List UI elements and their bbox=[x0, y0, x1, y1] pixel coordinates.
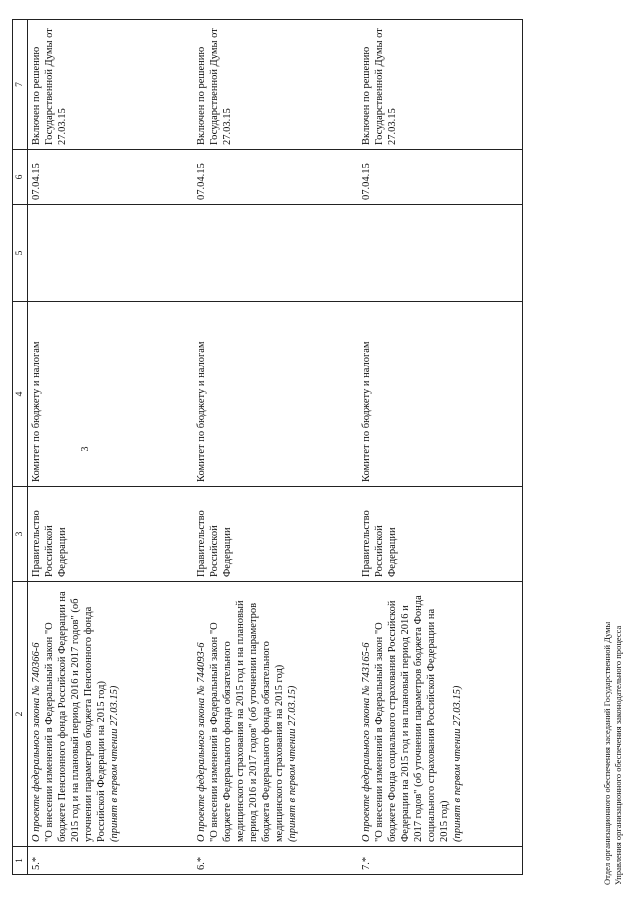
col-header-3: 3 bbox=[13, 487, 28, 582]
bill-title: О проекте федерального закона № 743165-6 bbox=[360, 642, 372, 842]
date-cell: 07.04.15 bbox=[358, 150, 523, 205]
col-header-6: 6 bbox=[13, 150, 28, 205]
col-header-1: 1 bbox=[13, 847, 28, 875]
bill-description bbox=[28, 582, 193, 847]
bill-description bbox=[193, 582, 358, 847]
col-header-4: 4 bbox=[13, 302, 28, 487]
bill-status: (принят в первом чтении 27.03.15) bbox=[451, 685, 463, 842]
bill-body: "О внесении изменений в Федеральный закон "О бюджете Фонда социального страхования Российской Федерации на 2015 год и на плановый период 2016 и 2017 годов" (об уточнении параметров бюджета Фонда социального страхования Российской Федерации на 2015 год) bbox=[373, 595, 450, 842]
bill-body: "О внесении изменений в Федеральный закон "О бюджете Пенсионного фонда Российской Федерации на 2015 год и на плановый период 2016 и 2017 годов" (об уточнении параметров бюджета Пенсионного фонда Российской Федерации на 2015 год) bbox=[44, 591, 107, 842]
committee: Комитет по бюджету и налогам bbox=[28, 302, 193, 487]
col-header-7: 7 bbox=[13, 20, 28, 150]
table-row bbox=[193, 20, 358, 875]
bill-body: "О внесении изменений в Федеральный закон "О бюджете Федерального фонда обязательного медицинского страхования на 2015 год и на плановый период 2016 и 2017 годов" (об уточнении параметров бюджета Федерального фонда обязательного медицинского страхования на 2015 год) bbox=[208, 600, 285, 842]
row-number: 5.* bbox=[28, 847, 193, 875]
bill-author: Правительство Российской Федерации bbox=[28, 487, 193, 582]
date-cell: 07.04.15 bbox=[28, 150, 193, 205]
table-row bbox=[358, 20, 523, 875]
page-number: 3 bbox=[80, 446, 91, 452]
col5-cell bbox=[28, 205, 193, 302]
footer-note bbox=[602, 622, 624, 885]
bill-author: Правительство Российской Федерации bbox=[358, 487, 523, 582]
date-cell: 07.04.15 bbox=[193, 150, 358, 205]
committee: Комитет по бюджету и налогам bbox=[358, 302, 523, 487]
decision-cell: Включен по решению Государственной Думы от 27.03.15 bbox=[193, 20, 358, 150]
bill-status: (принят в первом чтении 27.03.15) bbox=[286, 685, 298, 842]
bill-status: (принят в первом чтении 27.03.15) bbox=[109, 685, 120, 842]
footer-line-2: Управления организационного обеспечения законодательного процесса bbox=[613, 625, 623, 885]
col-header-2: 2 bbox=[13, 582, 28, 847]
header-row bbox=[13, 20, 28, 875]
decision-cell: Включен по решению Государственной Думы от 27.03.15 bbox=[358, 20, 523, 150]
table-row bbox=[28, 20, 193, 875]
footer-line-1: Отдел организационного обеспечения заседаний Государственной Думы bbox=[602, 621, 612, 885]
row-number: 7.* bbox=[358, 847, 523, 875]
decision-cell: Включен по решению Государственной Думы от 27.03.15 bbox=[28, 20, 193, 150]
bill-title: О проекте федерального закона № 740366-6 bbox=[31, 642, 42, 842]
col5-cell bbox=[358, 205, 523, 302]
row-number: 6.* bbox=[193, 847, 358, 875]
bill-title: О проекте федерального закона № 744093-6 bbox=[195, 642, 207, 842]
col-header-5: 5 bbox=[13, 205, 28, 302]
committee: Комитет по бюджету и налогам bbox=[193, 302, 358, 487]
col5-cell bbox=[193, 205, 358, 302]
bill-author: Правительство Российской Федерации bbox=[193, 487, 358, 582]
bill-description bbox=[358, 582, 523, 847]
agenda-table bbox=[12, 19, 523, 875]
